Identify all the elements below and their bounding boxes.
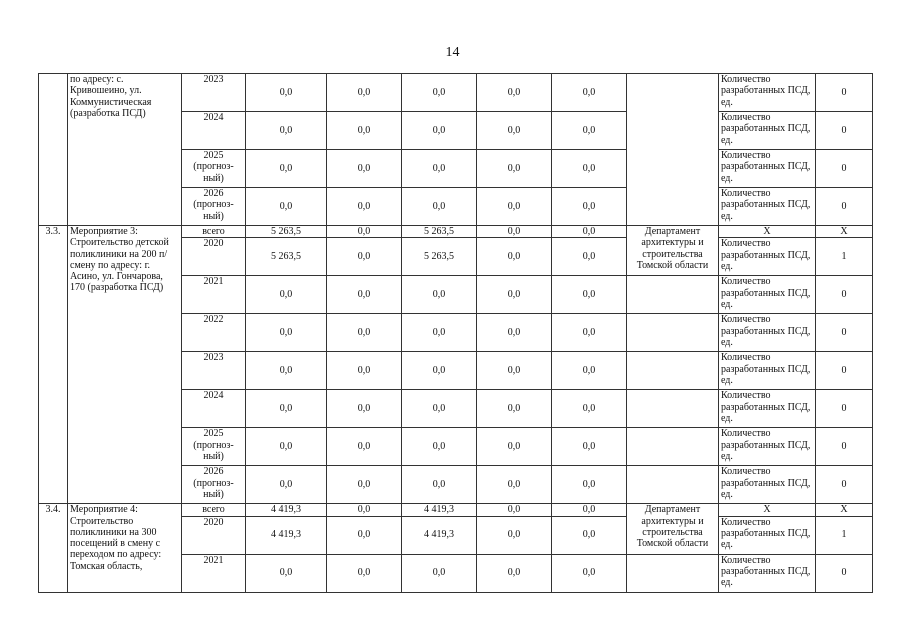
value-cell: 0,0 [552,466,627,504]
responsible-empty [627,276,719,314]
indicator-value: 0 [816,314,873,352]
value-cell: 0,0 [402,74,477,112]
value-cell: 0,0 [552,352,627,390]
value-cell: 0,0 [327,74,402,112]
indicator-value: 0 [816,112,873,150]
value-cell: 0,0 [552,554,627,592]
indicator-value: 0 [816,74,873,112]
indicator-value: 0 [816,188,873,226]
value-cell: 0,0 [477,238,552,276]
value-cell: 4 419,3 [402,516,477,554]
value-cell: 4 419,3 [402,504,477,516]
value-cell: 5 263,5 [246,226,327,238]
value-cell: 0,0 [477,226,552,238]
value-cell: 0,0 [246,74,327,112]
year-cell: 2021 [182,276,246,314]
value-cell: 0,0 [402,188,477,226]
value-cell: 0,0 [477,428,552,466]
value-cell: 0,0 [552,150,627,188]
table-body [39,74,873,593]
value-cell: 0,0 [477,504,552,516]
value-cell: 5 263,5 [402,226,477,238]
measure-code: 3.3. [39,226,68,504]
indicator-name: Количество разработанных ПСД, ед. [719,314,816,352]
indicator-name: Количество разработанных ПСД, ед. [719,112,816,150]
indicator-value: 0 [816,352,873,390]
value-cell: 0,0 [402,112,477,150]
responsible-empty [627,390,719,428]
value-cell: 0,0 [327,150,402,188]
value-cell: 5 263,5 [402,238,477,276]
measure-name: Мероприятие 3: Строительство детской поликлиники на 200 п/смену по адресу: г. Асино, ул. Гончарова, 170 (разработка ПСД) [68,226,182,504]
indicator-value: 0 [816,276,873,314]
indicator-value: 0 [816,554,873,592]
indicator-mark: X [719,226,816,238]
indicator-value: 0 [816,390,873,428]
year-cell: 2023 [182,74,246,112]
value-cell: 0,0 [246,112,327,150]
value-cell: 0,0 [552,504,627,516]
responsible-executor: Департамент архитектуры и строительства Томской области [627,504,719,554]
value-cell: 0,0 [477,314,552,352]
value-cell: 0,0 [477,112,552,150]
page-number: 14 [445,45,460,60]
indicator-value: 1 [816,238,873,276]
indicator-name: Количество разработанных ПСД, ед. [719,554,816,592]
responsible-executor [627,74,719,226]
value-cell: 0,0 [402,428,477,466]
indicator-value-mark: X [816,226,873,238]
value-cell: 5 263,5 [246,238,327,276]
value-cell: 4 419,3 [246,516,327,554]
value-cell: 0,0 [246,150,327,188]
responsible-empty [627,428,719,466]
indicator-value: 0 [816,466,873,504]
indicator-name: Количество разработанных ПСД, ед. [719,516,816,554]
year-cell: 2022 [182,314,246,352]
value-cell: 0,0 [552,276,627,314]
year-cell: всего [182,226,246,238]
indicator-value: 1 [816,516,873,554]
year-cell: 2020 [182,516,246,554]
responsible-empty [627,352,719,390]
year-cell: 2026 (прогноз-ный) [182,466,246,504]
year-cell: 2023 [182,352,246,390]
value-cell: 0,0 [477,390,552,428]
value-cell: 0,0 [552,112,627,150]
value-cell: 0,0 [327,554,402,592]
value-cell: 0,0 [552,428,627,466]
value-cell: 0,0 [246,390,327,428]
value-cell: 0,0 [477,74,552,112]
value-cell: 0,0 [552,314,627,352]
year-cell: 2025 (прогноз-ный) [182,150,246,188]
value-cell: 0,0 [246,466,327,504]
indicator-mark: X [719,504,816,516]
value-cell: 0,0 [402,150,477,188]
value-cell: 0,0 [402,390,477,428]
indicator-value-mark: X [816,504,873,516]
indicator-name: Количество разработанных ПСД, ед. [719,188,816,226]
value-cell: 0,0 [246,314,327,352]
value-cell: 0,0 [327,238,402,276]
value-cell: 0,0 [402,554,477,592]
value-cell: 0,0 [327,112,402,150]
year-cell: 2025 (прогноз-ный) [182,428,246,466]
value-cell: 0,0 [246,276,327,314]
value-cell: 0,0 [246,428,327,466]
value-cell: 0,0 [552,74,627,112]
indicator-name: Количество разработанных ПСД, ед. [719,390,816,428]
measure-code: 3.4. [39,504,68,592]
value-cell: 0,0 [402,276,477,314]
value-cell: 0,0 [327,466,402,504]
value-cell: 0,0 [246,352,327,390]
indicator-name: Количество разработанных ПСД, ед. [719,428,816,466]
value-cell: 0,0 [327,516,402,554]
value-cell: 0,0 [327,504,402,516]
year-cell: 2024 [182,112,246,150]
value-cell: 0,0 [246,554,327,592]
value-cell: 0,0 [477,466,552,504]
responsible-executor: Департамент архитектуры и строительства Томской области [627,226,719,276]
value-cell: 0,0 [552,238,627,276]
value-cell: 0,0 [327,226,402,238]
value-cell: 0,0 [477,516,552,554]
value-cell: 0,0 [327,276,402,314]
indicator-name: Количество разработанных ПСД, ед. [719,276,816,314]
value-cell: 0,0 [552,516,627,554]
value-cell: 0,0 [477,352,552,390]
value-cell: 0,0 [246,188,327,226]
indicator-name: Количество разработанных ПСД, ед. [719,352,816,390]
value-cell: 0,0 [477,188,552,226]
responsible-empty [627,314,719,352]
program-table [38,73,873,593]
value-cell: 4 419,3 [246,504,327,516]
year-cell: 2024 [182,390,246,428]
measure-name: по адресу: с. Кривошеино, ул. Коммунистическая (разработка ПСД) [68,74,182,226]
value-cell: 0,0 [402,352,477,390]
value-cell: 0,0 [327,314,402,352]
value-cell: 0,0 [477,150,552,188]
value-cell: 0,0 [552,226,627,238]
table-total-row [39,226,873,238]
year-cell: 2020 [182,238,246,276]
value-cell: 0,0 [477,554,552,592]
year-cell: 2021 [182,554,246,592]
table-row [39,74,873,112]
value-cell: 0,0 [552,188,627,226]
value-cell: 0,0 [477,276,552,314]
indicator-name: Количество разработанных ПСД, ед. [719,238,816,276]
value-cell: 0,0 [402,466,477,504]
value-cell: 0,0 [552,390,627,428]
value-cell: 0,0 [327,428,402,466]
table-total-row [39,504,873,516]
year-cell: всего [182,504,246,516]
value-cell: 0,0 [327,390,402,428]
year-cell: 2026 (прогноз-ный) [182,188,246,226]
value-cell: 0,0 [402,314,477,352]
indicator-value: 0 [816,150,873,188]
indicator-name: Количество разработанных ПСД, ед. [719,74,816,112]
measure-name: Мероприятие 4: Строительство поликлиники на 300 посещений в смену с переходом по адресу: Томская область, [68,504,182,592]
indicator-value: 0 [816,428,873,466]
indicator-name: Количество разработанных ПСД, ед. [719,466,816,504]
responsible-empty [627,554,719,592]
value-cell: 0,0 [327,188,402,226]
responsible-empty [627,466,719,504]
measure-code [39,74,68,226]
value-cell: 0,0 [327,352,402,390]
indicator-name: Количество разработанных ПСД, ед. [719,150,816,188]
